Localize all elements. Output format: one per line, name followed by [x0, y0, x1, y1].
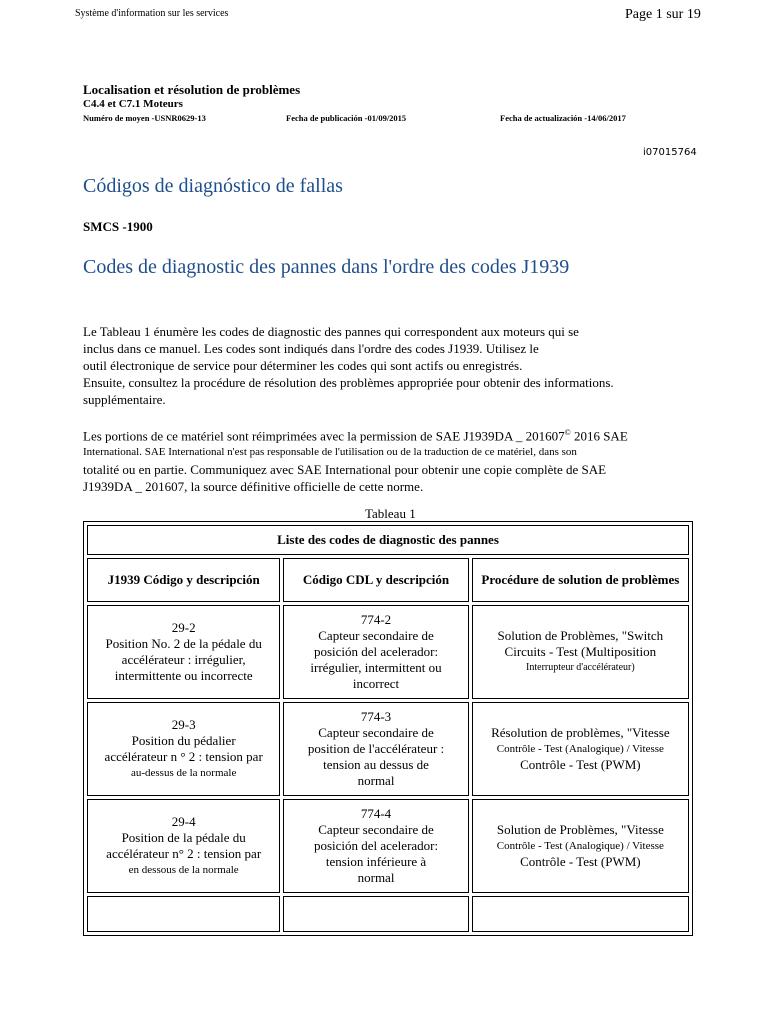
smcs-code: SMCS -1900 — [83, 219, 153, 234]
cdl-code: 774-4 — [360, 806, 392, 821]
table-row — [87, 702, 689, 796]
intro-paragraph — [83, 323, 693, 408]
j1939-desc: Position du pédalier — [131, 733, 236, 748]
table-caption: Tableau 1 — [365, 506, 416, 521]
copyright-line: J1939DA _ 201607, la source définitive officielle de cette norme. — [83, 479, 424, 495]
j1939-code: 29-4 — [171, 814, 196, 829]
procedure-text: Circuits - Test (Multiposition — [504, 644, 657, 659]
cdl-code: 774-3 — [360, 709, 392, 724]
j1939-desc: intermittente ou incorrecte — [114, 668, 253, 683]
copyright-line — [83, 424, 693, 444]
copyright-line: totalité ou en partie. Communiquez avec SAE International pour obtenir une copie complète de SAE — [83, 462, 607, 478]
j1939-code: 29-3 — [171, 717, 196, 732]
j1939-desc: accélérateur n ° 2 : tension par — [104, 749, 263, 764]
cdl-cell — [283, 605, 468, 699]
procedure-text: Solution de Problèmes, "Vitesse — [496, 822, 664, 837]
cdl-desc: tension au dessus de — [323, 757, 429, 772]
column-header-procedure: Procédure de solution de problèmes — [472, 558, 689, 602]
cdl-desc: position de l'accélérateur : — [307, 741, 445, 756]
heading-j1939-order: Codes de diagnostic des pannes dans l'ordre des codes J1939 — [83, 256, 570, 278]
table-row — [87, 799, 689, 893]
procedure-text: Contrôle - Test (PWM) — [520, 757, 641, 772]
j1939-desc: en dessous de la normale — [128, 864, 239, 876]
document-title: Localisation et résolution de problèmes — [83, 82, 301, 97]
table-row — [87, 896, 689, 932]
cdl-desc: tension inférieure à — [325, 854, 427, 869]
cdl-desc: posición del acelerador: — [313, 644, 439, 659]
j1939-desc: au-dessus de la normale — [130, 767, 237, 779]
j1939-code: 29-2 — [171, 620, 196, 635]
procedure-cell — [472, 799, 689, 893]
copyright-text: 2016 SAE — [570, 428, 628, 444]
document-subtitle: C4.4 et C7.1 Moteurs — [83, 98, 183, 110]
procedure-text: Contrôle - Test (PWM) — [520, 854, 641, 869]
procedure-text: Solution de Problèmes, "Switch — [497, 628, 664, 643]
intro-line: outil électronique de service pour déterminer les codes qui sont actifs ou enregistrés. — [83, 358, 523, 373]
intro-line: inclus dans ce manuel. Les codes sont indiqués dans l'ordre des codes J1939. Utilisez le — [83, 341, 539, 356]
document-id: i07015764 — [643, 147, 697, 158]
j1939-desc: Position No. 2 de la pédale du — [105, 636, 262, 651]
procedure-cell — [472, 702, 689, 796]
copyright-line: International. SAE International n'est pas responsable de l'utilisation ou de la traduction de ce matériel, dans son — [83, 446, 577, 459]
procedure-text: Interrupteur d'accélérateur) — [526, 662, 635, 673]
heading-diagnostic-codes: Códigos de diagnóstico de fallas — [83, 175, 343, 197]
cdl-desc: incorrect — [352, 676, 400, 691]
intro-line: Le Tableau 1 énumère les codes de diagnostic des pannes qui correspondent aux moteurs qui se — [83, 324, 579, 339]
intro-line: Ensuite, consultez la procédure de résolution des problèmes appropriée pour obtenir des informations. — [83, 375, 614, 390]
copyright-text: Les portions de ce matériel sont réimprimées avec la permission de SAE J1939DA _ 201607 — [83, 428, 565, 444]
j1939-desc: accélérateur : irrégulier, — [121, 652, 246, 667]
procedure-text: Contrôle - Test (Analogique) / Vitesse — [496, 840, 664, 852]
intro-line: supplémentaire. — [83, 392, 166, 407]
copyright-paragraph — [83, 424, 693, 495]
cdl-code: 774-2 — [360, 612, 392, 627]
publication-date: Fecha de publicación -01/09/2015 — [286, 113, 407, 123]
procedure-text: Contrôle - Test (Analogique) / Vitesse — [496, 743, 664, 755]
cdl-desc: posición del acelerador: — [313, 838, 439, 853]
procedure-cell — [472, 605, 689, 699]
table-title: Liste des codes de diagnostic des pannes — [87, 525, 689, 555]
cdl-cell — [283, 799, 468, 893]
cdl-desc: Capteur secondaire de — [318, 628, 434, 643]
cdl-desc: normal — [357, 870, 395, 885]
cdl-desc: Capteur secondaire de — [318, 822, 434, 837]
page-indicator: Page 1 sur 19 — [625, 7, 701, 22]
column-header-j1939: J1939 Código y descripción — [87, 558, 280, 602]
j1939-desc: Position de la pédale du — [121, 830, 246, 845]
cdl-desc: normal — [357, 773, 395, 788]
j1939-cell — [87, 896, 280, 932]
j1939-cell — [87, 605, 280, 699]
table-row — [87, 605, 689, 699]
j1939-cell — [87, 799, 280, 893]
system-name: Système d'information sur les services — [75, 8, 229, 19]
cdl-desc: irrégulier, intermittent ou — [310, 660, 442, 675]
update-date: Fecha de actualización -14/06/2017 — [500, 113, 626, 123]
procedure-text: Résolution de problèmes, "Vitesse — [491, 725, 670, 740]
copyright-symbol: © — [564, 428, 571, 437]
diagnostic-codes-table — [83, 521, 693, 936]
media-number: Numéro de moyen -USNR0629-13 — [83, 113, 206, 123]
cdl-cell — [283, 702, 468, 796]
cdl-desc: Capteur secondaire de — [318, 725, 434, 740]
cdl-cell — [283, 896, 468, 932]
procedure-cell — [472, 896, 689, 932]
column-header-cdl: Código CDL y descripción — [283, 558, 468, 602]
j1939-cell — [87, 702, 280, 796]
j1939-desc: accélérateur n° 2 : tension par — [106, 846, 262, 861]
